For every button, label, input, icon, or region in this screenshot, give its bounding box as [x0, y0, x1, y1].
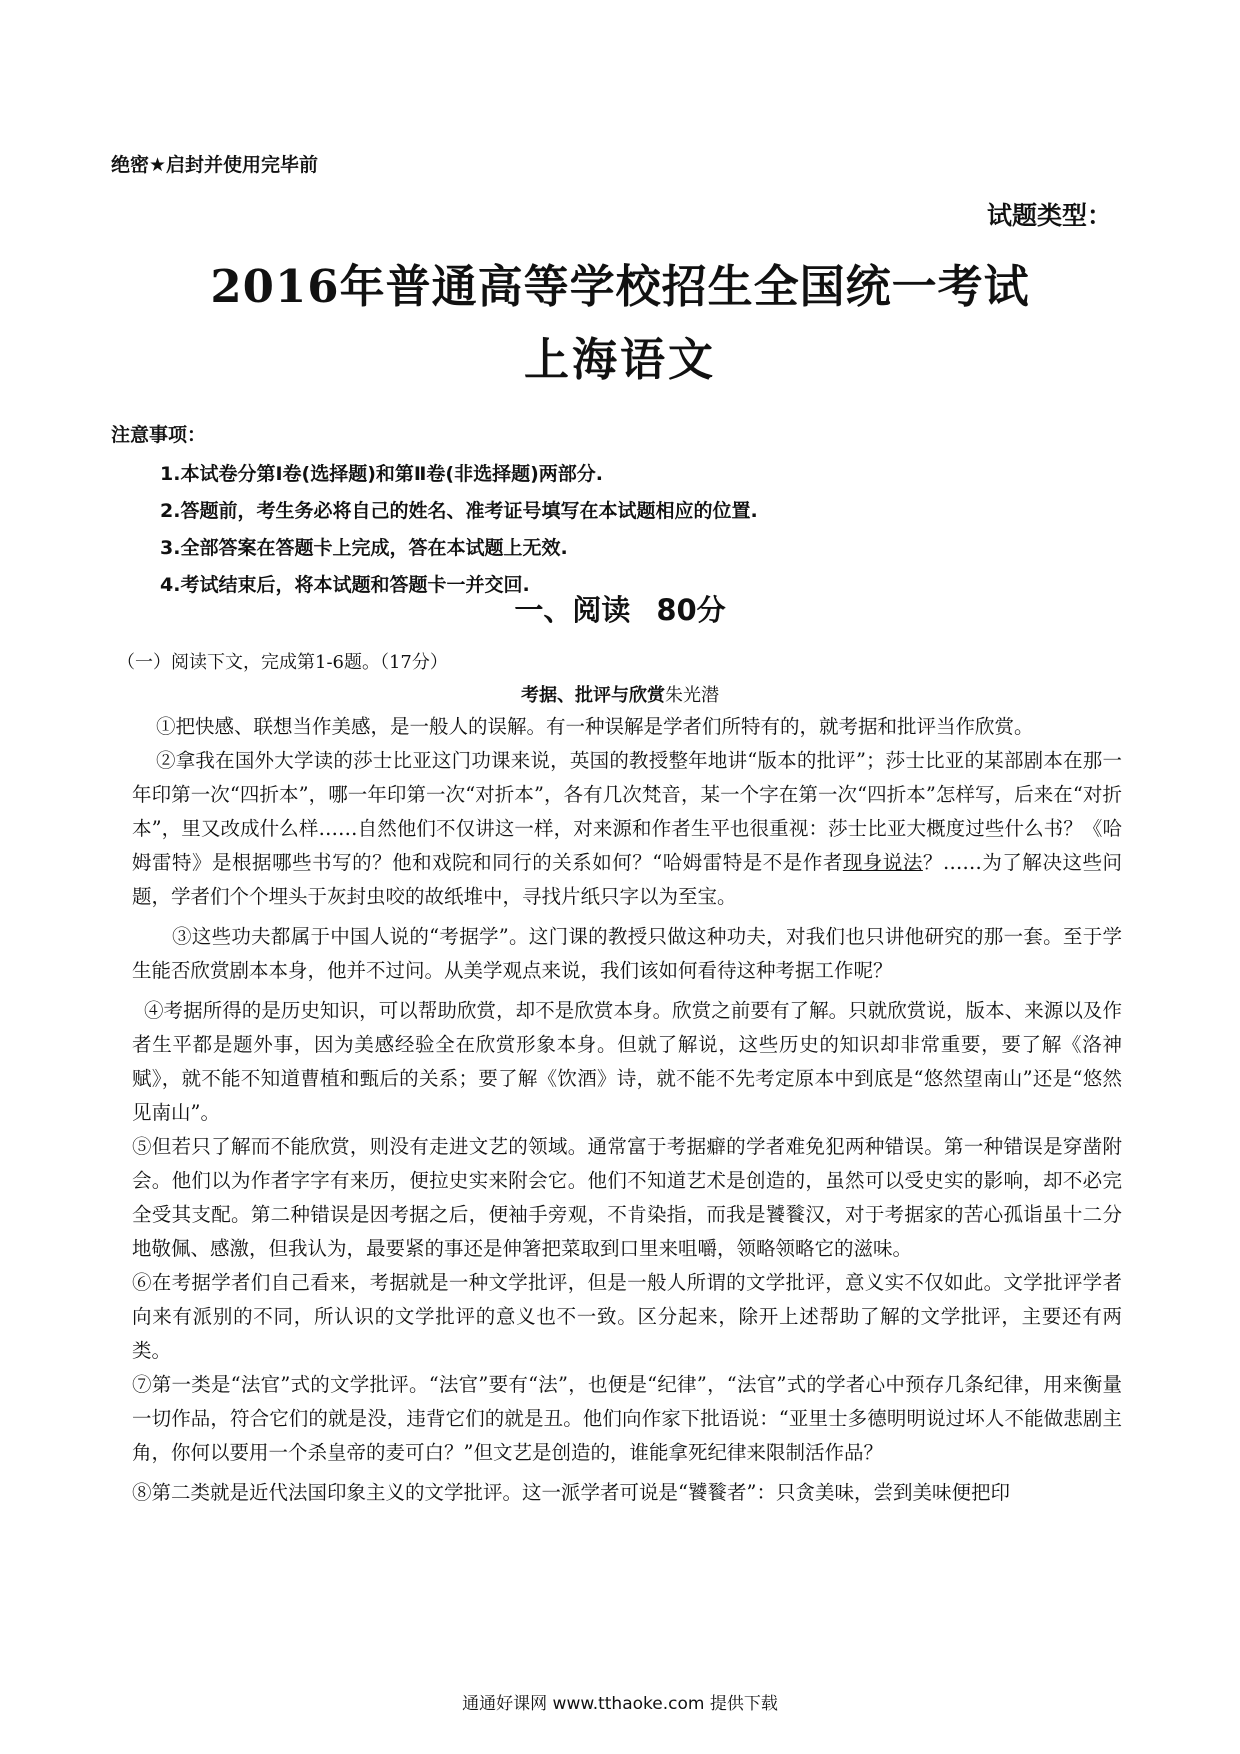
section-score: 80分 [656, 593, 726, 627]
paragraph-1: ①把快感、联想当作美感，是一般人的误解。有一种误解是学者们所特有的，就考据和批评当作欣赏。 [156, 715, 1034, 738]
article-author: 朱光潜 [665, 685, 719, 706]
notice-list [160, 456, 758, 604]
paragraph-2 [132, 744, 1122, 914]
exam-subject: 上海语文 [523, 333, 716, 386]
article-heading [0, 681, 1240, 707]
exam-title: 2016年普通高等学校招生全国统一考试 [210, 260, 1030, 313]
paragraph-2-text-end: ？……为了解决这些问题，学者们个个埋头于灰封虫咬的故纸堆中，寻找片纸只字以为至宝。 [132, 851, 1122, 908]
paragraph-6: ⑥在考据学者们自己看来，考据就是一种文学批评，但是一般人所谓的文学批评，意义实不仅如此。文学批评学者向来有派别的不同，所认识的文学批评的意义也不一致。区分起来，除开上述帮助了解的文学批评，主要还有两类。 [132, 1271, 1122, 1362]
confidential-notice: 绝密★启封并使用完毕前 [111, 154, 319, 176]
paragraph-8: ⑧第二类就是近代法国印象主义的文学批评。这一派学者可说是“饕餮者”：只贪美味，尝到美味便把印 [132, 1481, 1010, 1504]
notice-heading: 注意事项： [111, 424, 207, 446]
paragraph-5: ⑤但若只了解而不能欣赏，则没有走进文艺的领域。通常富于考据癖的学者难免犯两种错误。第一种错误是穿凿附会。他们以为作者字字有来历，便拉史实来附会它。他们不知道艺术是创造的，虽然可以受史实的影响，却不必完全受其支配。第二种错误是因考据之后，便袖手旁观，不肯染指，而我是饕餮汉，对于考据家的苦心孤诣虽十二分地敬佩、感激，但我认为，最要紧的事还是伸箸把菜取到口里来咀嚼，领略领略它的滋味。 [132, 1135, 1122, 1260]
paragraph-3: ③这些功夫都属于中国人说的“考据学”。这门课的教授只做这种功夫，对我们也只讲他研究的那一套。至于学生能否欣赏剧本本身，他并不过问。从美学观点来说，我们该如何看待这种考据工作呢？ [132, 925, 1122, 982]
notice-item: 2.答题前，考生务必将自己的姓名、准考证号填写在本试题相应的位置. [160, 500, 758, 522]
article-body [132, 710, 1122, 1510]
section-name: 一、阅读 [514, 593, 631, 627]
question-type-label: 试题类型： [986, 201, 1112, 230]
paragraph-2-text: ②拿我在国外大学读的莎士比亚这门功课来说，英国的教授整年地讲“版本的批评”；莎士比亚的某部剧本在那一年印第一次“四折本”，哪一年印第一次“对折本”，各有几次梵音，某一个字在第一次“四折本”怎样写，后来在“对折本”，里又改成什么样……自然他们不仅讲这一样，对来源和作者生平也很重视：莎士比亚大概度过些什么书？《哈姆雷特》是根据哪些书写的？他和戏院和同行的关系如何？“哈姆雷特是不是作者 [132, 749, 1122, 874]
paragraph-4: ④考据所得的是历史知识，可以帮助欣赏，却不是欣赏本身。欣赏之前要有了解。只就欣赏说，版本、来源以及作者生平都是题外事，因为美感经验全在欣赏形象本身。但就了解说，这些历史的知识却非常重要，要了解《洛神赋》，就不能不知道曹植和甄后的关系；要了解《饮酒》诗，就不能不先考定原本中到底是“悠然望南山”还是“悠然见南山”。 [132, 999, 1122, 1124]
reading-intro: （一）阅读下文，完成第1-6题。（17分） [117, 652, 448, 673]
page-footer: 通通好课网 www.tthaoke.com 提供下载 [462, 1694, 778, 1714]
paragraph-7: ⑦第一类是“法官”式的文学批评。“法官”要有“法”，也便是“纪律”，“法官”式的学者心中预存几条纪律，用来衡量一切作品，符合它们的就是没，违背它们的就是丑。他们向作家下批语说：“亚里士多德明明说过坏人不能做悲剧主角，你何以要用一个杀皇帝的麦可白？”但文艺是创造的，谁能拿死纪律来限制活作品？ [132, 1373, 1122, 1464]
notice-item: 4.考试结束后，将本试题和答题卡一并交回. [160, 574, 530, 596]
underlined-phrase: 现身说法 [842, 851, 923, 874]
article-title: 考据、批评与欣赏 [521, 685, 665, 706]
notice-item: 3.全部答案在答题卡上完成，答在本试题上无效. [160, 537, 568, 559]
section-heading [0, 588, 1240, 629]
notice-item: 1.本试卷分第Ⅰ卷(选择题)和第Ⅱ卷(非选择题)两部分. [160, 463, 603, 485]
